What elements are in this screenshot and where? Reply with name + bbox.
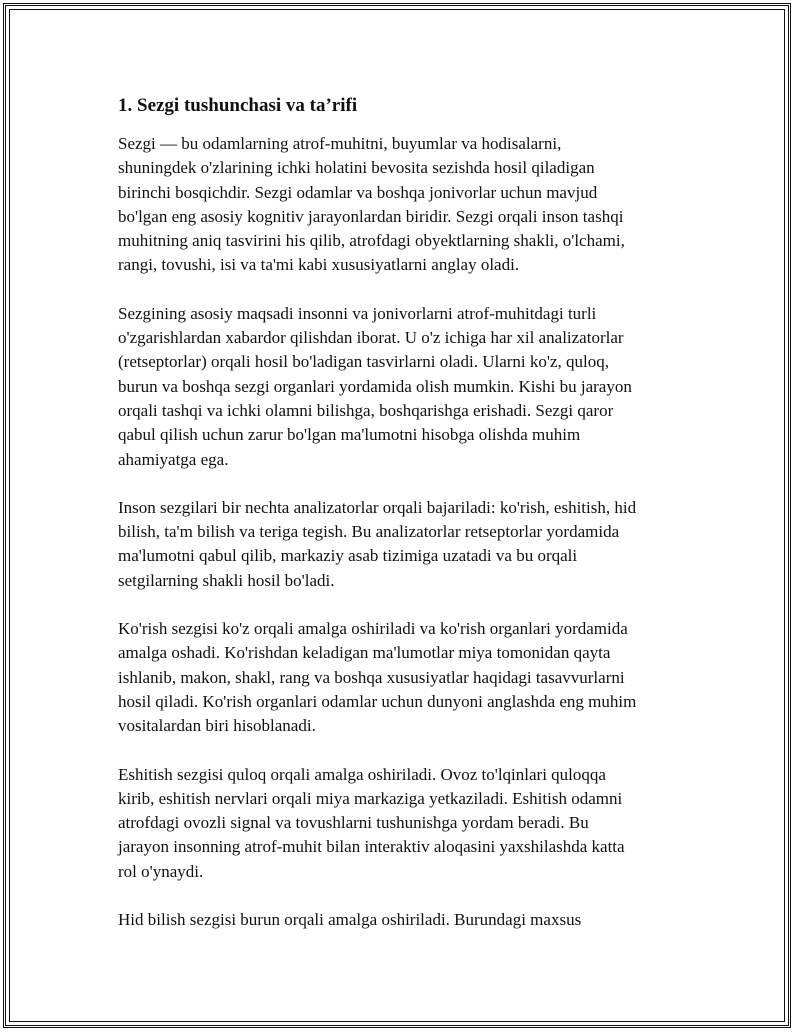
- paragraph-3: Inson sezgilari bir nechta analizatorlar orqali bajariladi: ko'rish, eshitish, hid bilish, ta'm bilish va teriga tegish. Bu analizatorlar retseptorlar yordamida ma'lumotni qabul qilib, markaziy asab tizimiga uzatadi va bu orqali setgilarning shakli hosil bo'ladi.: [118, 497, 637, 590]
- paragraph-5: Eshitish sezgisi quloq orqali amalga oshiriladi. Ovoz to'lqinlari quloqqa kirib, eshitish nervlari orqali miya markaziga yetkaziladi. Eshitish odamni atrofdagi ovozli signal va tovushlarni tushunishga yordam beradi. Bu jarayon insonning atrof-muhit bilan interaktiv aloqasini yaxshilashda katta rol o'ynaydi.: [118, 764, 625, 881]
- paragraph-4: Ko'rish sezgisi ko'z orqali amalga oshiriladi va ko'rish organlari yordamida amalga oshadi. Ko'rishdan keladigan ma'lumotlar miya tomonidan qayta ishlanib, makon, shakl, rang va boshqa xususiyatlar haqidagi tasavvurlarni hosil qiladi. Ko'rish organlari odamlar uchun dunyoni anglashda eng muhim vositalardan biri hisoblanadi.: [118, 619, 637, 736]
- section-heading: 1. Sezgi tushunchasi va ta’rifi: [118, 95, 358, 116]
- paragraph-2: Sezgining asosiy maqsadi insonni va jonivorlarni atrof-muhitdagi turli o'zgarishlardan xabardor qilishdan iborat. U o'z ichiga har xil analizatorlar (retseptorlar) orqali hosil bo'ladigan tasvirlarni oladi. Ularni ko'z, quloq, burun va boshqa sezgi organlari yordamida olish mumkin. Kishi bu jarayon orqali tashqi va ichki olamni bilishga, boshqarishga erishadi. Sezgi qaror qabul qilish uchun zarur bo'lgan ma'lumotni hisobga olishda muhim ahamiyatga ega.: [118, 303, 632, 469]
- document-body: [118, 94, 698, 956]
- paragraph-6: Hid bilish sezgisi burun orqali amalga oshiriladi. Burundagi maxsus: [118, 910, 582, 930]
- paragraph-1: Sezgi — bu odamlarning atrof-muhitni, buyumlar va hodisalarni, shuningdek o'zlarining ichki holatini bevosita sezishda hosil qiladigan birinchi bosqichdir. Sezgi odamlar va boshqa jonivorlar uchun mavjud bo'lgan eng asosiy kognitiv jarayonlardan biridir. Sezgi orqali inson tashqi muhitning aniq tasvirini his qilib, atrofdagi obyektlarning shakli, o'lchami, rangi, tovushi, isi va ta'mi kabi xususiyatlarni anglay oladi.: [118, 134, 625, 275]
